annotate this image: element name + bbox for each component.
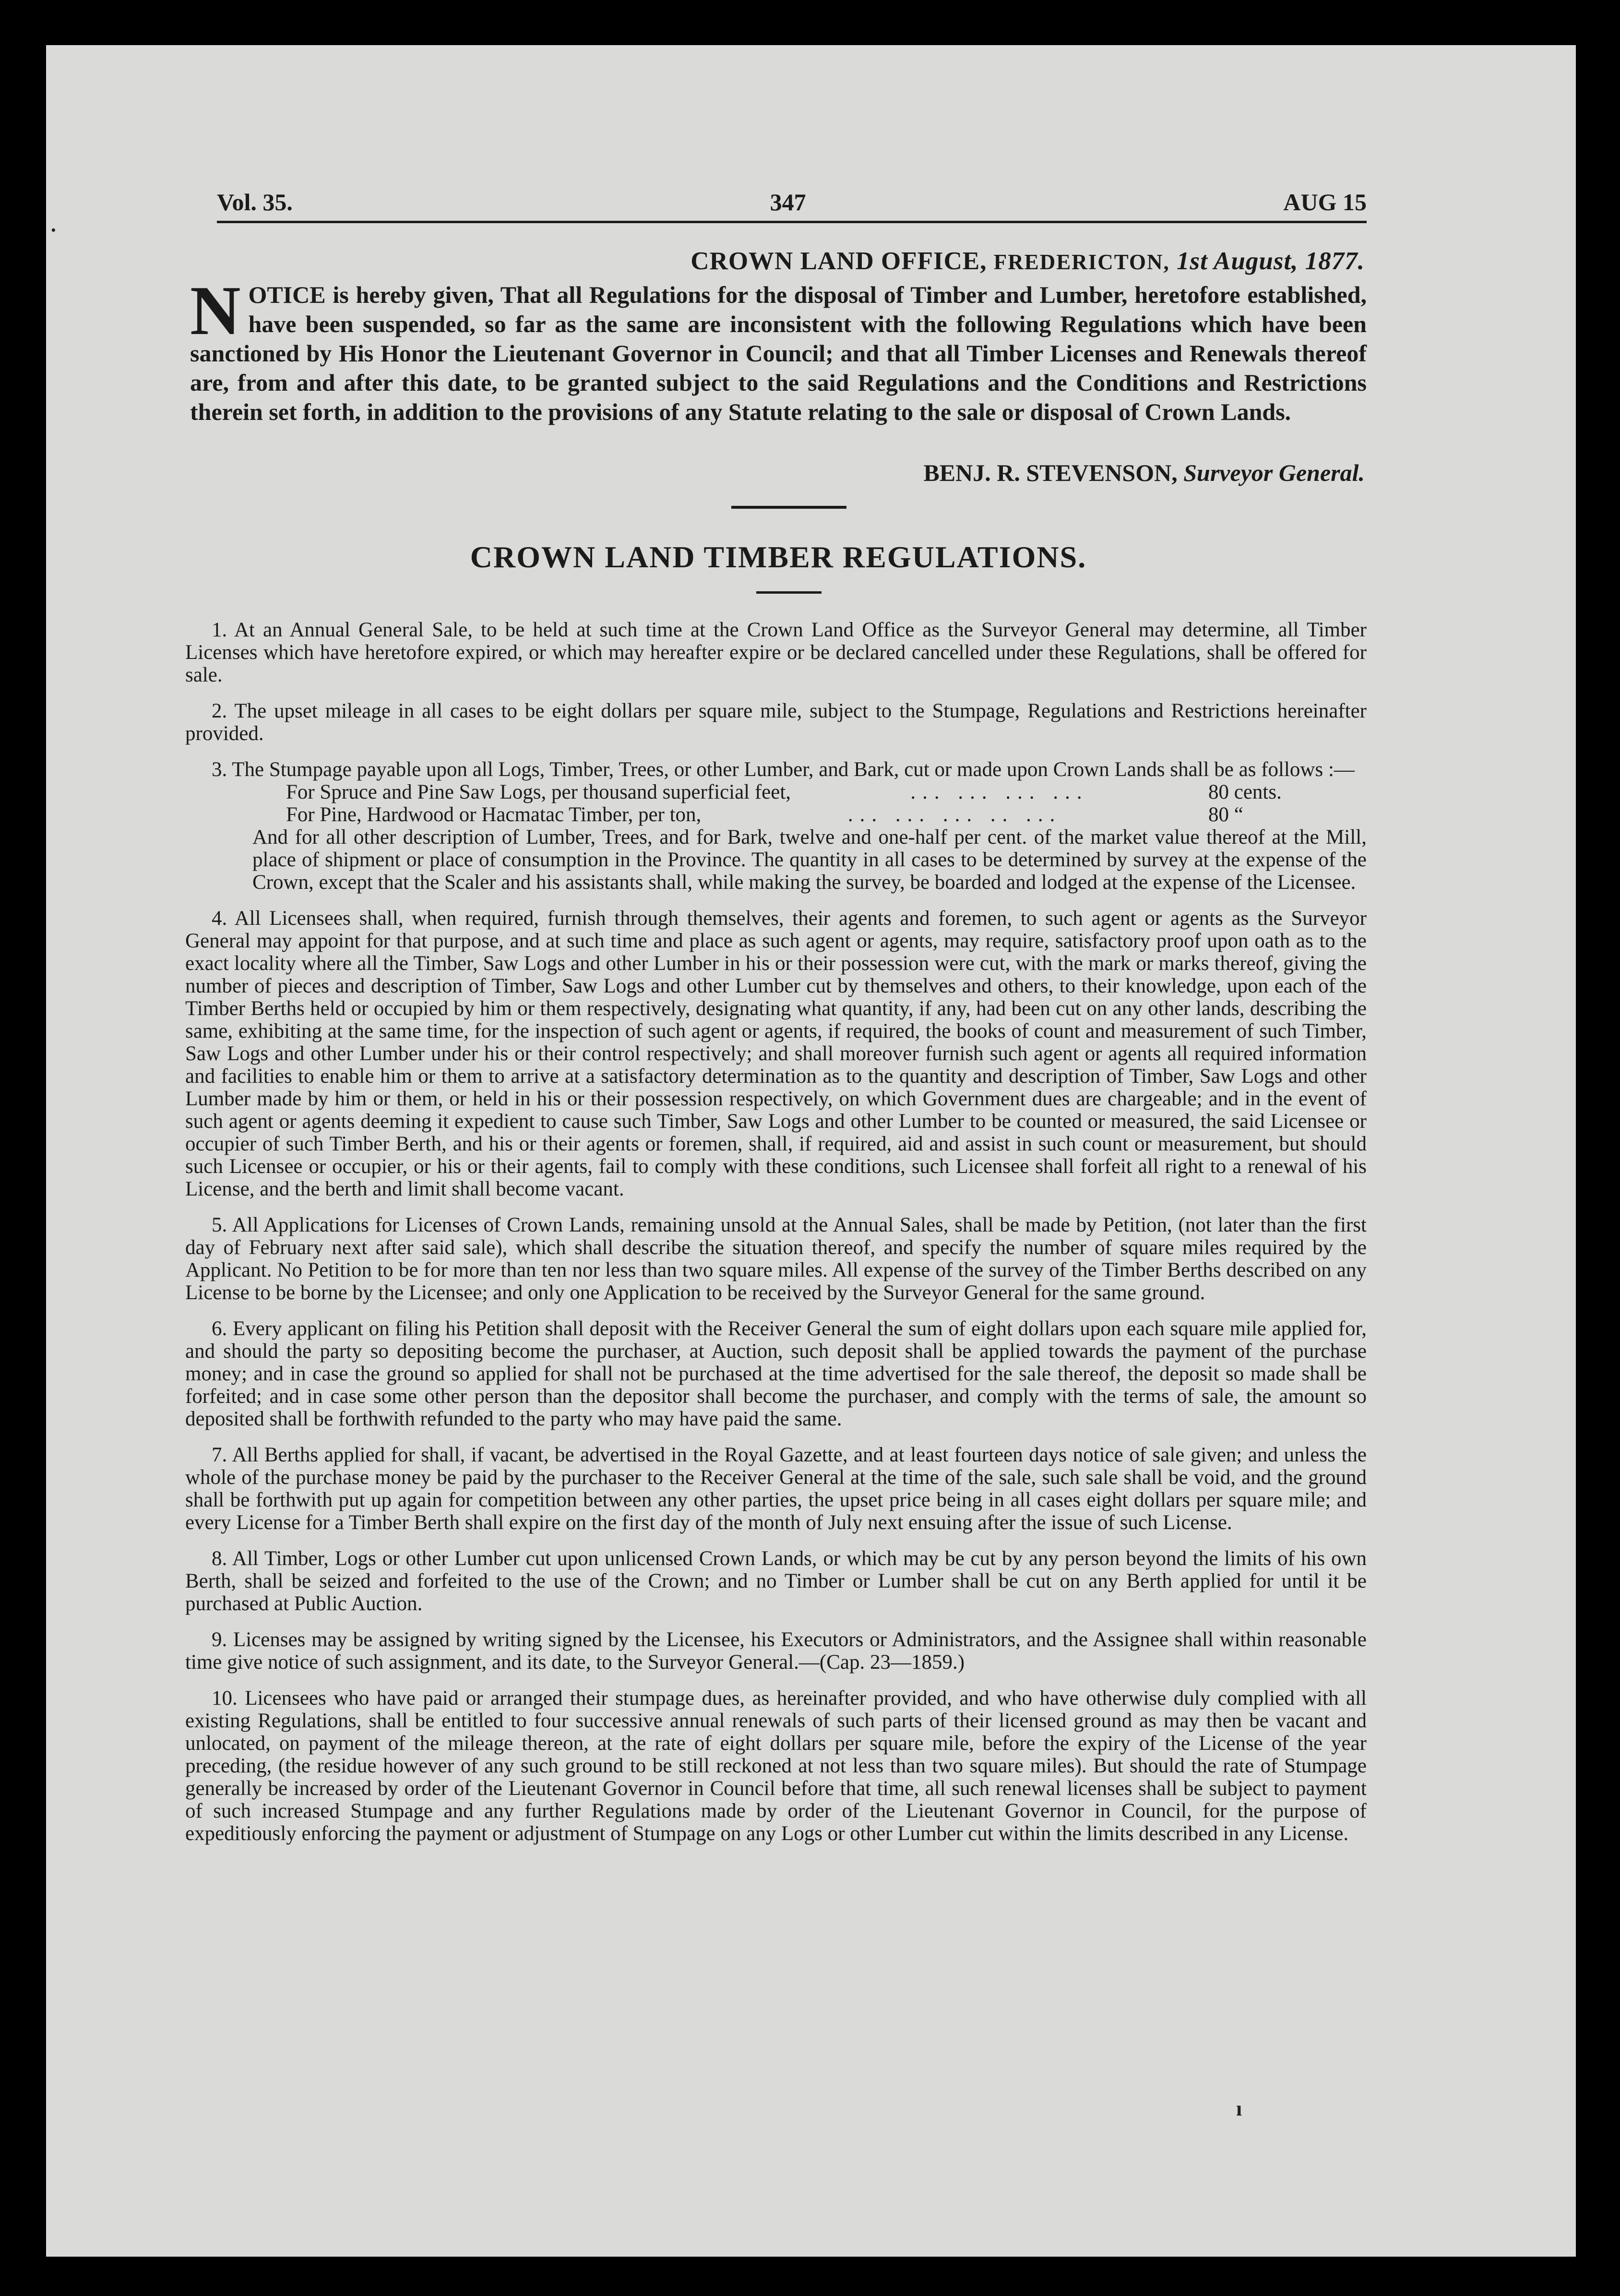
rate-label: For Pine, Hardwood or Hacmatac Timber, per ton, — [286, 803, 702, 826]
regulation-7: 7. All Berths applied for shall, if vacant, be advertised in the Royal Gazette, and at least fourteen days notice of sale given; and unless the whole of the purchase money be paid by the purchaser to the Receiver General at the time of the sale, such sale shall be void, and the ground shall be forthwith put up again for competition between any other parties, the upset price being in all cases eight dollars per square mile; and every License for a Timber Berth shall expire on the first day of the month of July next ensuing after the issue of such License. — [185, 1444, 1367, 1534]
rate-label: For Spruce and Pine Saw Logs, per thousand superficial feet, — [286, 781, 791, 803]
rate-amount: 80 cents. — [1208, 781, 1282, 803]
drop-cap: N — [190, 272, 241, 349]
page-number: 347 — [770, 189, 806, 215]
notice-date: 1st August, 1877. — [1176, 247, 1365, 275]
running-header — [217, 154, 1367, 223]
divider-rule — [731, 506, 846, 509]
regulation-3: 3. The Stumpage payable upon all Logs, Timber, Trees, or other Lumber, and Bark, cut or made upon Crown Lands shall be as follows :— — [212, 758, 1355, 781]
volume-label: Vol. 35. — [217, 189, 293, 215]
divider-rule-short — [756, 591, 822, 594]
stray-mark: ı — [1236, 2097, 1242, 2120]
signature-line — [718, 459, 1365, 487]
notice-text: OTICE is hereby given, That all Regulations for the disposal of Timber and Lumber, heretofore established, have been suspended, so far as the same are inconsistent with the following Regulations which have been sanctioned by His Honor the Lieutenant Governor in Council; and that all Timber Licenses and Renewals thereof are, from and after this date, to be granted subject to the said Regulations and the Conditions and Restrictions therein set forth, in addition to the provisions of any Statute relating to the sale or disposal of Crown Lands. — [190, 281, 1367, 425]
leader-dots: ... ... ... .. ... — [847, 803, 1062, 826]
regulations-body — [185, 619, 1367, 1858]
regulation-6: 6. Every applicant on filing his Petition shall deposit with the Receiver General the sum of eight dollars upon each square mile applied for, and should the party so depositing become the purchaser, at Auction, such deposit shall be applied towards the payment of the purchase money; and in case the ground so applied for shall not be purchased at the time advertised for the sale thereof, the deposit so made shall be forfeited; and in case some other person than the depositor shall become the purchaser, and comply with the terms of sale, the amount so deposited shall be forthwith refunded to the party who may have paid the same. — [185, 1317, 1367, 1430]
notice-paragraph — [190, 272, 1367, 427]
regulation-10: 10. Licensees who have paid or arranged their stumpage dues, as hereinafter provided, and who have otherwise duly complied with all existing Regulations, shall be entitled to four successive annual renewals of such parts of their licensed ground as may then be vacant and unlocated, on payment of the mileage thereon, at the rate of eight dollars per square mile, before the expiry of the License of the year preceding, (the residue however of any such ground to be still reckoned at not less than two square miles). But should the rate of Stumpage generally be increased by order of the Lieutenant Governor in Council before that time, all such renewal licenses shall be subject to payment of such increased Stumpage and any further Regulations made by order of the Lieutenant Governor in Council, for the purpose of expeditiously enforcing the payment or adjustment of Stumpage on any Logs or other Lumber cut within the limits described in any License. — [185, 1687, 1367, 1845]
date-stamp: AUG 15 — [1283, 189, 1367, 215]
leader-dots: ... ... ... ... — [910, 781, 1089, 803]
regulation-5: 5. All Applications for Licenses of Crown Lands, remaining unsold at the Annual Sales, shall be made by Petition, (not later than the first day of February next after said sale), which shall describe the situation thereof, and specify the number of square miles required by the Applicant. No Petition to be for more than ten nor less than two square miles. All expense of the survey of the Timber Berths described on any License to be borne by the Licensee; and only one Application to be received by the Surveyor General for the same ground. — [185, 1214, 1367, 1304]
signatory-title: Surveyor General. — [1183, 459, 1365, 486]
rate-amount: 80 “ — [1208, 803, 1243, 826]
document-page — [46, 45, 1576, 2257]
regulation-3-continuation: And for all other description of Lumber, Trees, and for Bark, twelve and one-half per cent. of the market value thereof at the Mill, place of shipment or place of consumption in the Province. The quantity in all cases to be determined by survey at the expense of the Crown, except that the Scaler and his assistants shall, while making the survey, be boarded and lodged at the expense of the Licensee. — [252, 826, 1367, 894]
rate-row — [286, 803, 1367, 826]
regulation-9: 9. Licenses may be assigned by writing signed by the Licensee, his Executors or Administrators, and the Assignee shall within reasonable time give notice of such assignment, and its date, to the Surveyor General.—(Cap. 23—1859.) — [185, 1628, 1367, 1674]
office-name: CROWN LAND OFFICE, — [691, 247, 987, 275]
rate-row — [286, 781, 1367, 803]
regulations-title: CROWN LAND TIMBER REGULATIONS. — [470, 540, 1087, 574]
stumpage-rates — [185, 781, 1367, 826]
regulation-8: 8. All Timber, Logs or other Lumber cut upon unlicensed Crown Lands, or which may be cut by any person beyond the limits of his own Berth, shall be seized and forfeited to the use of the Crown; and no Timber or Lumber shall be cut on any Berth applied for until it be purchased at Public Auction. — [185, 1547, 1367, 1615]
regulation-2: 2. The upset mileage in all cases to be eight dollars per square mile, subject to the Stumpage, Regulations and Restrictions hereinafter provided. — [185, 700, 1367, 745]
signatory-name: BENJ. R. STEVENSON, — [923, 459, 1178, 486]
regulation-1: 1. At an Annual General Sale, to be held at such time at the Crown Land Office as the Surveyor General may determine, all Timber Licenses which have heretofore expired, or which may hereafter expire or be declared cancelled under these Regulations, shall be offered for sale. — [185, 619, 1367, 686]
stray-mark: · — [50, 218, 57, 242]
dateline — [622, 247, 1365, 275]
place-name: FREDERICTON, — [993, 250, 1170, 274]
regulation-4: 4. All Licensees shall, when required, furnish through themselves, their agents and foremen, to such agent or agents as the Surveyor General may appoint for that purpose, and at such time and place as such agent or agents, may require, satisfactory proof upon oath as to the exact locality where all the Timber, Saw Logs and other Lumber in his or their possession were cut, with the mark or marks thereof, giving the number of pieces and description of Timber, Saw Logs and other Lumber cut by themselves and others, to their knowledge, upon each of the Timber Berths held or occupied by him or them respectively, designating what quantity, if any, had been cut on any other lands, describing the same, exhibiting at the same time, for the inspection of such agent or agents, if required, the books of count and measurement of such Timber, Saw Logs and other Lumber under his or their control respectively; and shall moreover furnish such agent or agents all required information and facilities to enable him or them to arrive at a satisfactory determination as to the quantity and description of Timber, Saw Logs and other Lumber made by him or them, or held in his or their possession respectively, on which Government dues are chargeable; and in the event of such agent or agents deeming it expedient to cause such Timber, Saw Logs and other Lumber to be counted or measured, the said Licensee or occupier of such Timber Berth, and his or their agents or foremen, shall, if required, aid and assist in such count or measurement, but should such Licensee or occupier, or his or their agents, fail to comply with these conditions, such Licensee shall forfeit all right to a renewal of his License, and the berth and limit shall become vacant. — [185, 907, 1367, 1200]
